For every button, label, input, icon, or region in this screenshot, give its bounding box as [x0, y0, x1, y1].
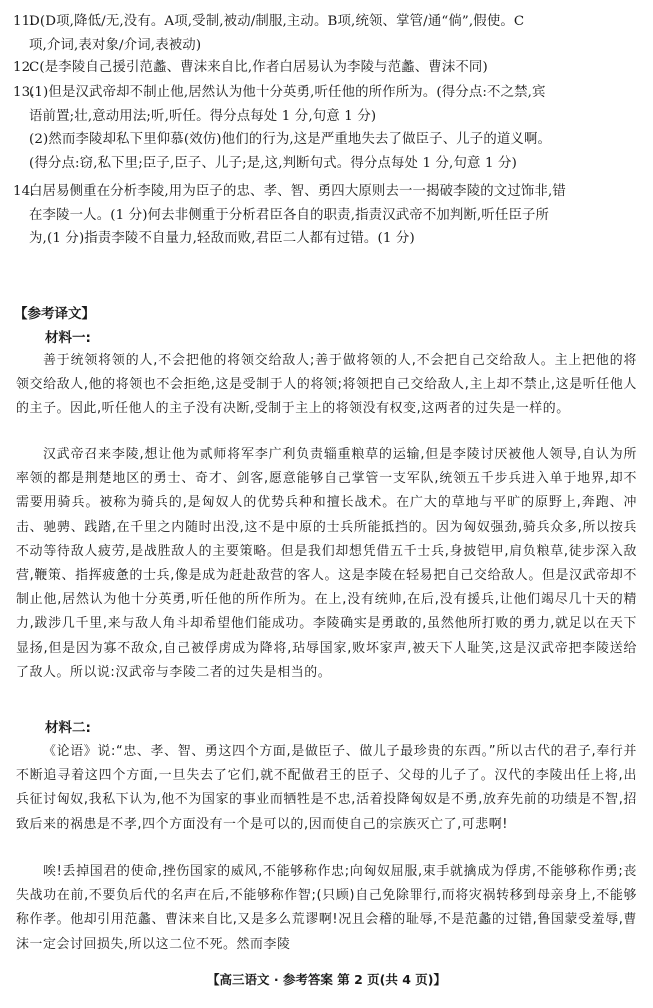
- answer-text: 在李陵一人。(1 分)何去非侧重于分析君臣各自的职责,指责汉武帝不加判断,听任臣子所: [29, 207, 550, 223]
- answer-text: 为,(1 分)指责李陵不自量力,轻敌而败,君臣二人都有过错。(1 分): [29, 231, 415, 246]
- translation-paragraph: 唉!丢掉国君的使命,挫伤国家的威风,不能够称作忠;向匈奴屈服,束手就擒成为俘虏,不能够称作勇;丧失战功在前,不要负后代的名声在后,不能够称作智;(只顾)自己免除罪行,而将灾祸转移到母亲身上,不能够称作孝。他却引用范蠡、曹沫来自比,又是多么荒谬啊!况且会稽的耻辱,不是范蠡的过错,鲁国蒙受羞辱,曹沫一定会讨回损失,所以这二位不死。然而李陵: [16, 864, 637, 952]
- answer-text: 项,介词,表对象/介词,表被动): [29, 37, 202, 53]
- answer-text: 白居易侧重在分析李陵,用为臣子的忠、孝、智、勇四大原则去一一揭破李陵的文过饰非,错: [29, 184, 566, 199]
- answer-q11: [13, 10, 643, 57]
- answer-text: (1)但是汉武帝却不制止他,居然认为他十分英勇,听任他的所作所为。(得分点:不之禁,宾: [29, 85, 546, 100]
- answer-q13: [13, 81, 643, 175]
- answer-text: C(是李陵自己援引范蠡、曹沫来自比,作者白居易认为李陵与范蠡、曹沫不同): [29, 60, 488, 75]
- translation-paragraph: 《论语》说:“忠、孝、智、勇这四个方面,是做臣子、做儿子最珍贵的东西。”所以古代的君子,奉行并不断追寻着这四个方面,一旦失去了它们,就不配做君王的臣子、父母的儿子了。汉代的李陵出任上将,出兵征讨匈奴,我私下认为,他不为国家的事业而牺牲是不忠,活着投降匈奴是不勇,放弃先前的功绩是不智,招致后来的祸患是不孝,四个方面没有一个是可以的,因而使自己的宗族灭亡了,可悲啊!: [16, 744, 637, 832]
- page-footer: 【高三语文 · 参考答案 第 2 页(共 4 页)】: [206, 972, 447, 987]
- question-number: 11.: [13, 14, 35, 29]
- answer-text: (2)然而李陵却私下里仰慕(效仿)他们的行为,这是严重地失去了做臣子、儿子的道义啊。: [29, 132, 552, 147]
- translation-paragraph: 善于统领将领的人,不会把他的将领交给敌人;善于做将领的人,不会把自己交给敌人。主上把他的将领交给敌人,他的将领也不会拒绝,这是受制于人的将领;将领把自己交给敌人,主上却不禁止,这是听任他人的主子。因此,听任他人的主子没有决断,受制于主上的将领没有权变,这两者的过失是一样的。: [16, 353, 637, 417]
- translation-paragraph: 汉武帝召来李陵,想让他为贰师将军李广利负责辎重粮草的运输,但是李陵讨厌被他人领导,自认为所率领的都是荆楚地区的勇士、奇才、剑客,愿意能够自己掌管一支军队,统领五千步兵进入单于地界,却不需要用骑兵。被称为骑兵的,是匈奴人的优势兵种和擅长战术。在广大的草地与平旷的原野上,奔跑、冲击、驰骋、践踏,在千里之内随时出没,这不是中原的士兵所能抵挡的。因为匈奴强劲,骑兵众多,所以按兵不动等待敌人疲劳,是战胜敌人的主要策略。但是我们却想凭借五千士兵,身披铠甲,肩负粮草,徒步深入敌营,鞭策、指挥疲惫的士兵,像是成为赶赴敌营的客人。这是李陵在轻易把自己交给敌人。但是汉武帝却不制止他,居然认为他十分英勇,听任他的所作所为。在上,没有统帅,在后,没有援兵,让他们竭尽几十天的精力,跋涉几千里,来与敌人角斗却希望他们能成功。李陵确实是勇敢的,虽然他所打败的勇力,就足以在天下显扬,但是因为寡不敌众,自己被俘虏成为降将,玷辱国家,败坏家声,被天下人耻笑,这是汉武帝把李陵送给了敌人。所以说:汉武帝与李陵二者的过失是相当的。: [16, 447, 637, 680]
- material2-heading: 材料二:: [45, 720, 91, 736]
- question-number: 14.: [13, 184, 35, 199]
- question-number: 12.: [13, 60, 35, 75]
- material1-heading: 材料一:: [45, 330, 91, 346]
- answer-text: D(D项,降低/无,没有。A项,受制,被动/制服,主动。B项,统领、掌管/通“倘”,假使。C: [29, 14, 525, 29]
- answer-text: (得分点:窃,私下里;臣子,臣子、儿子;是,这,判断句式。得分点每处 1 分,句意 1 分): [29, 155, 517, 171]
- reference-heading: 【参考译文】: [14, 306, 95, 322]
- question-number: 13.: [13, 85, 35, 100]
- answer-q12: [13, 56, 643, 80]
- answer-q14: [13, 180, 643, 251]
- answer-text: 语前置;壮,意动用法;听,听任。得分点每处 1 分,句意 1 分): [29, 108, 377, 124]
